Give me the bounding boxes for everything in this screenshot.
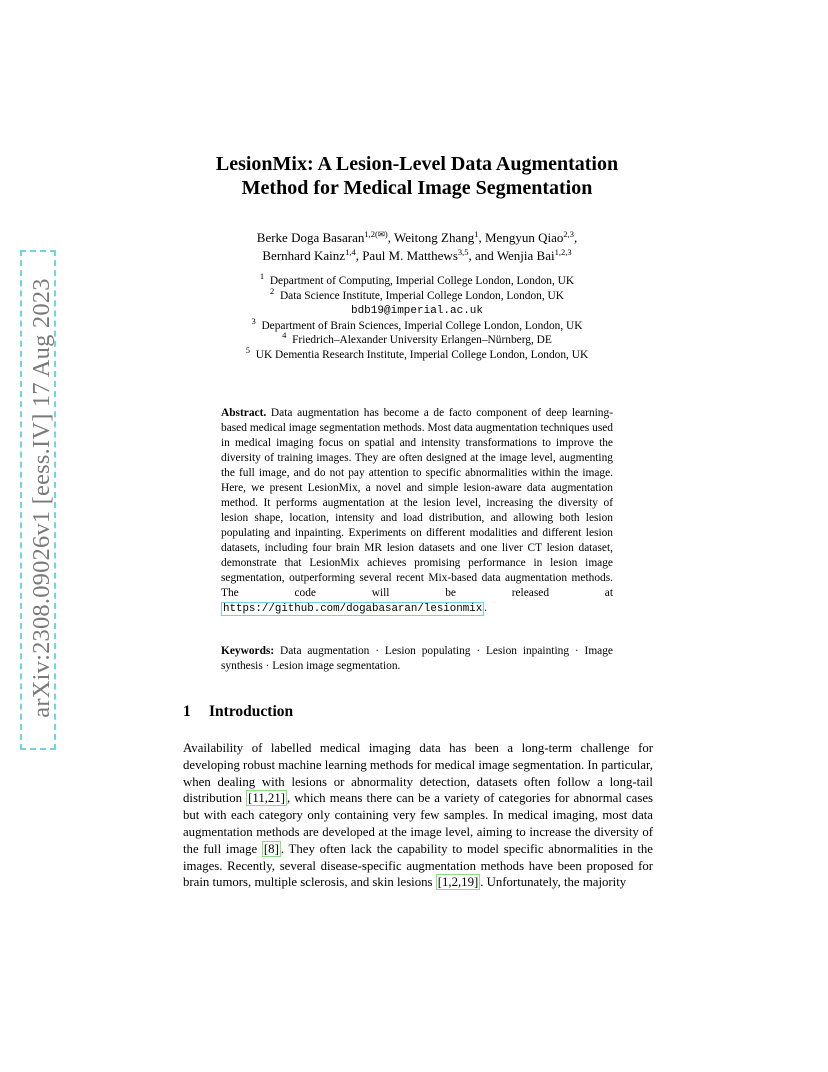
code-link[interactable]: https://github.com/dogabasaran/lesionmix	[223, 603, 483, 615]
affiliation: $^4$ Friedrich–Alexander University Erlangen–Nürnberg, DE	[282, 330, 552, 347]
citation-link[interactable]: [11,21]	[248, 791, 285, 806]
arxiv-stamp[interactable]	[20, 250, 56, 750]
contact-email[interactable]: bdb19@imperial.ac.uk	[350, 305, 484, 318]
abstract: Abstract. Data augmentation has become a de facto component of deep learning-based medical image segmentation methods. Most data augmentation techniques used in medical imaging focus on spatial and intensity transformations to improve the diversity of training images. They are often designed at the image level, augmenting the full image, and do not pay attention to specific abnormalities within the image. Here, we present LesionMix, a novel and simple lesion-aware data augmentation method. It performs augmentation at the lesion level, increasing the diversity of lesion shape, location, intensity and load distribution, and allowing both lesion populating and inpainting. Experiments on different modalities and different lesion datasets, including four brain MR lesion datasets and one liver CT lesion dataset, demonstrate that LesionMix achieves promising performance in lesion image segmentation, outperforming several recent Mix-based data augmentation methods. The code will be released at https://github.com/dogabasaran/lesionmix .	[221, 407, 613, 615]
author: Wenjia Bai$^{1,2,3}$	[496, 247, 572, 263]
affiliations	[150, 271, 684, 363]
arxiv-identifier: arXiv:2308.09026v1 [eess.IV] 17 Aug 2023	[28, 278, 55, 718]
affiliation: $^1$ Department of Computing, Imperial College London, London, UK	[259, 271, 575, 287]
citation-link[interactable]: [1,2,19]	[437, 875, 479, 890]
author: Berke Doga Basaran$^{1,2(✉)}$,	[256, 229, 395, 245]
section-title: Introduction	[209, 703, 294, 720]
author-list	[150, 229, 684, 265]
citation-link[interactable]: [8]	[263, 841, 279, 856]
keywords-label: Keywords:	[221, 645, 275, 657]
intro-paragraph: Availability of labelled medical imaging data has been a long-term challenge for developing robust machine learning methods for medical image segmentation. In particular, when dealing with lesions or abnormality detection, datasets often follow a long-tail distribution [11,21] , which means there can be a variety of categories for abnormal cases but with each category only containing very few samples. In medical imaging, most data augmentation methods are developed at the image level, aiming to increase the diversity of the full image [8] . They often lack the capability to model specific abnormalities in the images. Recently, several disease-specific augmentation methods have been proposed for brain tumors, multiple sclerosis, and skin lesions [1,2,19] . Unfortunately, the majority	[183, 741, 653, 890]
section-number: 1	[183, 703, 191, 720]
affiliation: $^3$ Department of Brain Sciences, Imperial College London, London, UK	[251, 315, 583, 332]
author: Bernhard Kainz$^{1,4}$,	[262, 247, 363, 263]
author: Weitong Zhang$^1$,	[394, 229, 485, 245]
keywords	[221, 644, 613, 674]
title-line-1: LesionMix: A Lesion-Level Data Augmentation	[215, 153, 619, 175]
title-line-2: Method for Medical Image Segmentation	[241, 177, 593, 199]
affiliation: $^5$ UK Dementia Research Institute, Imperial College London, London, UK	[245, 344, 589, 361]
abstract-label: Abstract.	[221, 407, 267, 419]
section-heading	[183, 703, 293, 721]
author: Paul M. Matthews$^{3,5}$, and	[362, 247, 497, 263]
paper-title	[150, 152, 684, 200]
keywords-body: Data augmentation · Lesion populating · Lesion inpainting · Image synthesis · Lesion image segmentation.	[221, 645, 613, 672]
abstract-body: Data augmentation has become a de facto component of deep learning-based medical image segmentation methods. Most data augmentation techniques used in medical imaging focus on spatial and intensity transformations to improve the diversity of training images. They are often designed at the image level, augmenting the full image, and do not pay attention to specific abnormalities within the image. Here, we present LesionMix, a novel and simple lesion-aware data augmentation method. It performs augmentation at the lesion level, increasing the diversity of lesion shape, location, intensity and load distribution, and allowing both lesion populating and inpainting. Experiments on different modalities and different lesion datasets, including four brain MR lesion datasets and one liver CT lesion dataset, demonstrate that LesionMix achieves promising performance in lesion image segmentation, outperforming several recent Mix-based data augmentation methods. The code will be released at	[221, 407, 613, 599]
author: Mengyun Qiao$^{2,3}$,	[484, 229, 578, 245]
affiliation: $^2$ Data Science Institute, Imperial College London, London, UK	[269, 285, 564, 302]
